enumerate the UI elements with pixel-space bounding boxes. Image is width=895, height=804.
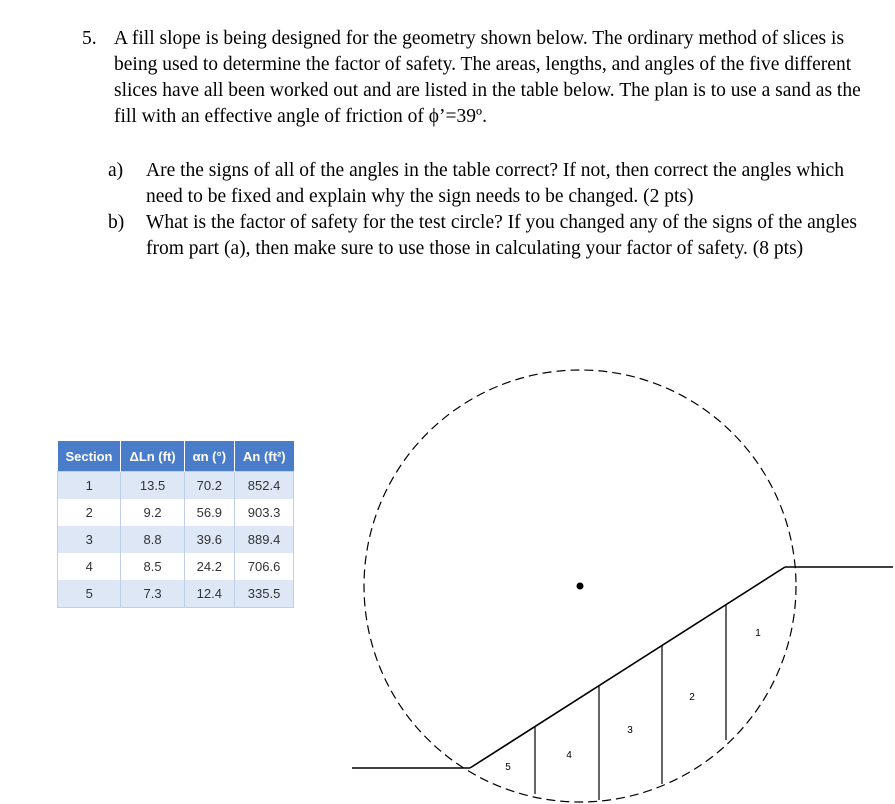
cell-section: 1 — [58, 472, 121, 500]
slice-label-5: 5 — [505, 762, 511, 773]
cell-length: 13.5 — [121, 472, 184, 500]
cell-area: 706.6 — [235, 553, 294, 580]
cell-length: 7.3 — [121, 580, 184, 608]
slice-label-4: 4 — [566, 750, 572, 761]
header-area: An (ft²) — [235, 441, 294, 472]
cell-area: 889.4 — [235, 526, 294, 553]
slice-label-3: 3 — [627, 725, 633, 736]
cell-length: 9.2 — [121, 499, 184, 526]
cell-angle: 56.9 — [184, 499, 234, 526]
part-a-text: Are the signs of all of the angles in the table correct? If not, then correct the angles which need to be fixed and explain why the sign needs to be changed. (2 pts) — [146, 160, 844, 207]
part-b-text: What is the factor of safety for the test circle? If you changed any of the signs of the angles from part (a), then make sure to use those in calculating your factor of safety. (8 pts) — [146, 212, 857, 259]
cell-area: 852.4 — [235, 472, 294, 500]
cell-length: 8.8 — [121, 526, 184, 553]
cell-angle: 39.6 — [184, 526, 234, 553]
header-length: ΔLn (ft) — [121, 441, 184, 472]
cell-angle: 12.4 — [184, 580, 234, 608]
cell-section: 3 — [58, 526, 121, 553]
cell-section: 4 — [58, 553, 121, 580]
cell-area: 335.5 — [235, 580, 294, 608]
slice-label-1: 1 — [755, 628, 761, 639]
problem-text: A fill slope is being designed for the geometry shown below. The ordinary method of slices is being used to determine the factor of safety. The areas, lengths, and angles of the five different slices have all been worked out and are listed in the table below. The plan is to use a sand as the fill with an effective angle of friction of ϕ’=39º. — [114, 28, 861, 127]
cell-angle: 24.2 — [184, 553, 234, 580]
problem-number: 5. — [82, 28, 97, 49]
slope-face-line — [470, 567, 785, 768]
circle-center — [577, 583, 584, 590]
cell-area: 903.3 — [235, 499, 294, 526]
cell-section: 5 — [58, 580, 121, 608]
cell-angle: 70.2 — [184, 472, 234, 500]
part-b-label: b) — [108, 212, 125, 233]
part-a-label: a) — [108, 160, 124, 181]
cell-section: 2 — [58, 499, 121, 526]
cell-length: 8.5 — [121, 553, 184, 580]
header-angle: αn (°) — [184, 441, 234, 472]
header-section: Section — [58, 441, 121, 472]
slice-label-2: 2 — [689, 692, 695, 703]
